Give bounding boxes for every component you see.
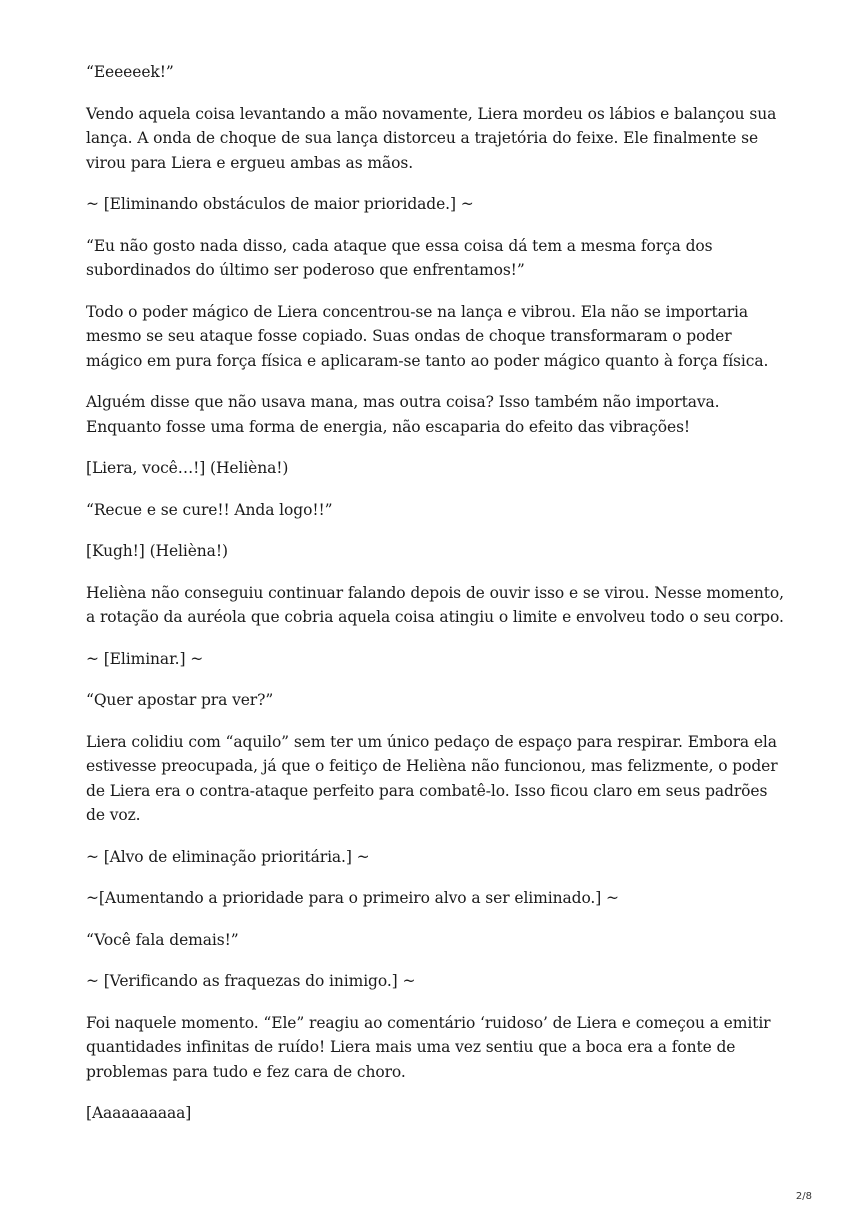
paragraph-14: ~ [Alvo de eliminação prioritária.] ~ xyxy=(86,847,370,866)
paragraph-18: Foi naquele momento. “Ele” reagiu ao comentário ‘ruidoso’ de Liera e começou a emitir quantidades infinitas de ruído! Liera mais uma vez sentiu que a boca era a fonte de problemas para tudo e fez cara de choro. xyxy=(86,1013,771,1081)
paragraph-9: [Kugh!] (Helièna!) xyxy=(86,542,228,560)
paragraph-10: Helièna não conseguiu continuar falando depois de ouvir isso e se virou. Nesse momento, a rotação da auréola que cobria aquela coisa atingiu o limite e envolveu todo o seu corpo. xyxy=(86,583,784,626)
paragraph-5: Todo o poder mágico de Liera concentrou-se na lança e vibrou. Ela não se importaria mesmo se seu ataque fosse copiado. Suas ondas de choque transformaram o poder mágico em pura força física e aplicaram-se tanto ao poder mágico quanto à força física. xyxy=(86,302,769,370)
paragraph-16: “Você fala demais!” xyxy=(86,930,239,949)
paragraph-3: ~ [Eliminando obstáculos de maior prioridade.] ~ xyxy=(86,195,474,213)
paragraph-8: “Recue e se cure!! Anda logo!!” xyxy=(86,500,333,519)
paragraph-2: Vendo aquela coisa levantando a mão novamente, Liera mordeu os lábios e balançou sua lança. A onda de choque de sua lança distorceu a trajetória do feixe. Ele finalmente se virou para Liera e ergueu ambas as mãos. xyxy=(86,104,777,172)
paragraph-11: ~ [Eliminar.] ~ xyxy=(86,649,204,668)
paragraph-12: “Quer apostar pra ver?” xyxy=(86,691,274,709)
paragraph-7: [Liera, você…!] (Helièna!) xyxy=(86,459,289,477)
paragraph-13: Liera colidiu com “aquilo” sem ter um único pedaço de espaço para respirar. Embora ela estivesse preocupada, já que o feitiço de Helièna não funcionou, mas felizmente, o poder de Liera era o contra-ataque perfeito para combatê-lo. Isso ficou claro em seus padrões de voz. xyxy=(86,732,778,824)
paragraph-1: “Eeeeeek!” xyxy=(86,63,174,81)
paragraph-4: “Eu não gosto nada disso, cada ataque que essa coisa dá tem a mesma força dos subordinados do último ser poderoso que enfrentamos!” xyxy=(86,236,713,279)
paragraph-17: ~ [Verificando as fraquezas do inimigo.] ~ xyxy=(86,972,416,990)
page-number: 2/8 xyxy=(795,1191,812,1202)
document-page xyxy=(86,60,786,1143)
paragraph-15: ~[Aumentando a prioridade para o primeiro alvo a ser eliminado.] ~ xyxy=(86,889,619,907)
paragraph-6: Alguém disse que não usava mana, mas outra coisa? Isso também não importava. Enquanto fosse uma forma de energia, não escaparia do efeito das vibrações! xyxy=(86,393,720,436)
paragraph-19: [Aaaaaaaaaa] xyxy=(86,1104,192,1122)
